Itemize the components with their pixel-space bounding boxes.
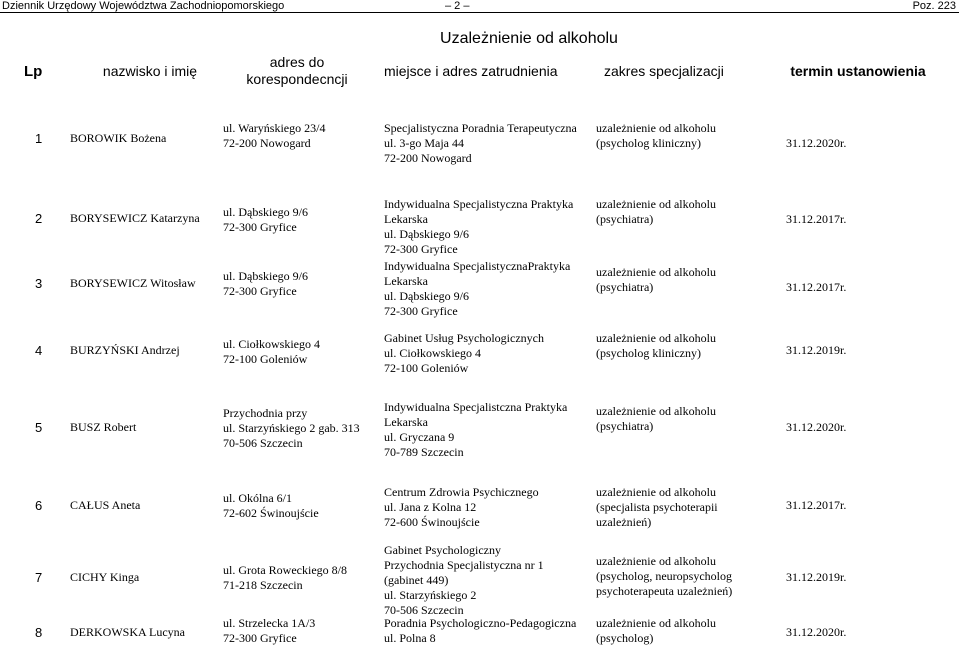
row-lp: 4 (35, 343, 43, 358)
row-date: 31.12.2017r. (786, 498, 847, 512)
workplace-line: Indywidualna Specjalistczna Praktyka (384, 400, 568, 414)
workplace-line: 70-789 Szczecin (384, 445, 464, 459)
row-date: 31.12.2017r. (786, 212, 847, 226)
workplace-line: ul. 3-go Maja 44 (384, 136, 464, 150)
row-specialization (596, 331, 746, 361)
workplace-line: ul. Ciołkowskiego 4 (384, 346, 482, 360)
address-line: 72-602 Świnoujście (223, 506, 319, 520)
column-header-workplace: miejsce i adres zatrudnienia (384, 63, 558, 79)
workplace-line: 72-200 Nowogard (384, 151, 472, 165)
address-line: 72-300 Gryfice (223, 220, 297, 234)
spec-line: (psycholog) (596, 631, 654, 645)
spec-line: uzależnienie od alkoholu (596, 404, 716, 418)
workplace-line: Centrum Zdrowia Psychicznego (384, 485, 539, 499)
row-date: 31.12.2019r. (786, 343, 847, 357)
row-address (223, 563, 378, 593)
address-line: ul. Strzelecka 1A/3 (223, 616, 316, 630)
column-header-date: termin ustanowienia (790, 63, 926, 79)
spec-line: uzależnienie od alkoholu (596, 331, 716, 345)
row-lp: 7 (35, 570, 43, 585)
row-specialization (596, 485, 746, 530)
workplace-line: Przychodnia Specjalistyczna nr 1 (384, 558, 544, 572)
address-line: ul. Grota Roweckiego 8/8 (223, 563, 347, 577)
workplace-line: ul. Dąbskiego 9/6 (384, 227, 469, 241)
address-line: 72-300 Gryfice (223, 631, 297, 645)
column-header-specialization: zakres specjalizacji (604, 63, 724, 79)
spec-line: uzależnienie od alkoholu (596, 265, 716, 279)
journal-title: Dziennik Urzędowy Województwa Zachodniopomorskiego (2, 0, 285, 12)
row-address (223, 616, 378, 646)
workplace-line: Gabinet Psychologiczny (384, 543, 501, 557)
row-date: 31.12.2017r. (786, 280, 847, 294)
row-workplace (384, 121, 589, 166)
address-line: 70-506 Szczecin (223, 436, 303, 450)
workplace-line: Indywidualna Specjalistyczna Praktyka (384, 197, 574, 211)
row-workplace (384, 331, 589, 376)
row-specialization (596, 265, 746, 295)
column-header-address-line1: adres do (269, 54, 325, 70)
row-date: 31.12.2020r. (786, 420, 847, 434)
address-line: 72-300 Gryfice (223, 284, 297, 298)
spec-line: uzależnienie od alkoholu (596, 554, 716, 568)
spec-line: uzależnienie od alkoholu (596, 121, 716, 135)
row-workplace (384, 543, 589, 618)
row-specialization (596, 404, 746, 434)
row-name: BURZYŃSKI Andrzej (70, 343, 180, 357)
workplace-line: ul. Jana z Kolna 12 (384, 500, 477, 514)
spec-line: uzależnienie od alkoholu (596, 616, 716, 630)
column-header-name: nazwisko i imię (102, 63, 198, 79)
row-name: BUSZ Robert (70, 420, 137, 434)
row-name: BORYSEWICZ Witosław (70, 276, 196, 290)
column-header-lp: Lp (24, 63, 43, 80)
workplace-line: ul. Polna 8 (384, 631, 436, 645)
address-line: Przychodnia przy (223, 406, 308, 420)
header-rule (0, 12, 959, 13)
address-line: 72-200 Nowogard (223, 136, 311, 150)
workplace-line: 72-300 Gryfice (384, 304, 458, 318)
spec-line: (psychiatra) (596, 212, 654, 226)
column-header-address (232, 54, 362, 88)
spec-line: uzależnień) (596, 515, 652, 529)
spec-line: (psycholog kliniczny) (596, 136, 701, 150)
table-group-title: Uzależnienie od alkoholu (440, 30, 618, 47)
row-specialization (596, 554, 746, 599)
workplace-line: (gabinet 449) (384, 573, 449, 587)
row-address (223, 205, 378, 235)
address-line: ul. Dąbskiego 9/6 (223, 205, 308, 219)
row-date: 31.12.2019r. (786, 570, 847, 584)
address-line: 71-218 Szczecin (223, 578, 303, 592)
row-workplace (384, 485, 589, 530)
row-address (223, 337, 378, 367)
row-lp: 3 (35, 276, 43, 291)
row-address (223, 491, 378, 521)
row-name: BOROWIK Bożena (70, 131, 167, 145)
address-line: ul. Starzyńskiego 2 gab. 313 (223, 421, 360, 435)
address-line: ul. Dąbskiego 9/6 (223, 269, 308, 283)
workplace-line: Poradnia Psychologiczno-Pedagogiczna (384, 616, 577, 630)
page-number: – 2 – (445, 0, 470, 12)
workplace-line: 72-300 Gryfice (384, 242, 458, 256)
page-header (0, 0, 959, 12)
workplace-line: 72-100 Goleniów (384, 361, 469, 375)
row-lp: 2 (35, 211, 43, 226)
workplace-line: Lekarska (384, 274, 428, 288)
column-header-address-line2: korespondecncji (246, 71, 348, 87)
address-line: ul. Okólna 6/1 (223, 491, 292, 505)
workplace-line: Lekarska (384, 415, 428, 429)
row-address (223, 406, 378, 451)
row-workplace (384, 616, 589, 646)
row-date: 31.12.2020r. (786, 136, 847, 150)
row-lp: 6 (35, 498, 43, 513)
row-specialization (596, 121, 746, 151)
address-line: ul. Ciołkowskiego 4 (223, 337, 321, 351)
workplace-line: 70-506 Szczecin (384, 603, 464, 617)
spec-line: (psychiatra) (596, 280, 654, 294)
row-name: CAŁUS Aneta (70, 498, 141, 512)
workplace-line: Indywidualna SpecjalistycznaPraktyka (384, 259, 571, 273)
row-specialization (596, 197, 746, 227)
address-line: ul. Waryńskiego 23/4 (223, 121, 326, 135)
spec-line: uzależnienie od alkoholu (596, 197, 716, 211)
row-lp: 1 (35, 131, 43, 146)
workplace-line: ul. Gryczana 9 (384, 430, 455, 444)
row-address (223, 269, 378, 299)
workplace-line: 72-600 Świnoujście (384, 515, 480, 529)
spec-line: (psycholog kliniczny) (596, 346, 701, 360)
workplace-line: ul. Starzyńskiego 2 (384, 588, 477, 602)
workplace-line: Lekarska (384, 212, 428, 226)
workplace-line: Specjalistyczna Poradnia Terapeutyczna (384, 121, 577, 135)
row-lp: 5 (35, 420, 43, 435)
workplace-line: ul. Dąbskiego 9/6 (384, 289, 469, 303)
row-workplace (384, 400, 589, 460)
spec-line: (psychiatra) (596, 419, 654, 433)
row-name: BORYSEWICZ Katarzyna (70, 211, 200, 225)
row-workplace (384, 259, 589, 319)
spec-line: (specjalista psychoterapii (596, 500, 718, 514)
row-name: DERKOWSKA Lucyna (70, 625, 185, 639)
position-number: Poz. 223 (912, 0, 956, 12)
spec-line: (psycholog, neuropsycholog (596, 569, 732, 583)
workplace-line: Gabinet Usług Psychologicznych (384, 331, 544, 345)
address-line: 72-100 Goleniów (223, 352, 308, 366)
row-specialization (596, 616, 746, 646)
spec-line: uzależnienie od alkoholu (596, 485, 716, 499)
spec-line: psychoterapeuta uzależnień) (596, 584, 733, 598)
row-address (223, 121, 378, 151)
row-lp: 8 (35, 625, 43, 640)
row-name: CICHY Kinga (70, 570, 140, 584)
row-date: 31.12.2020r. (786, 625, 847, 639)
row-workplace (384, 197, 589, 257)
